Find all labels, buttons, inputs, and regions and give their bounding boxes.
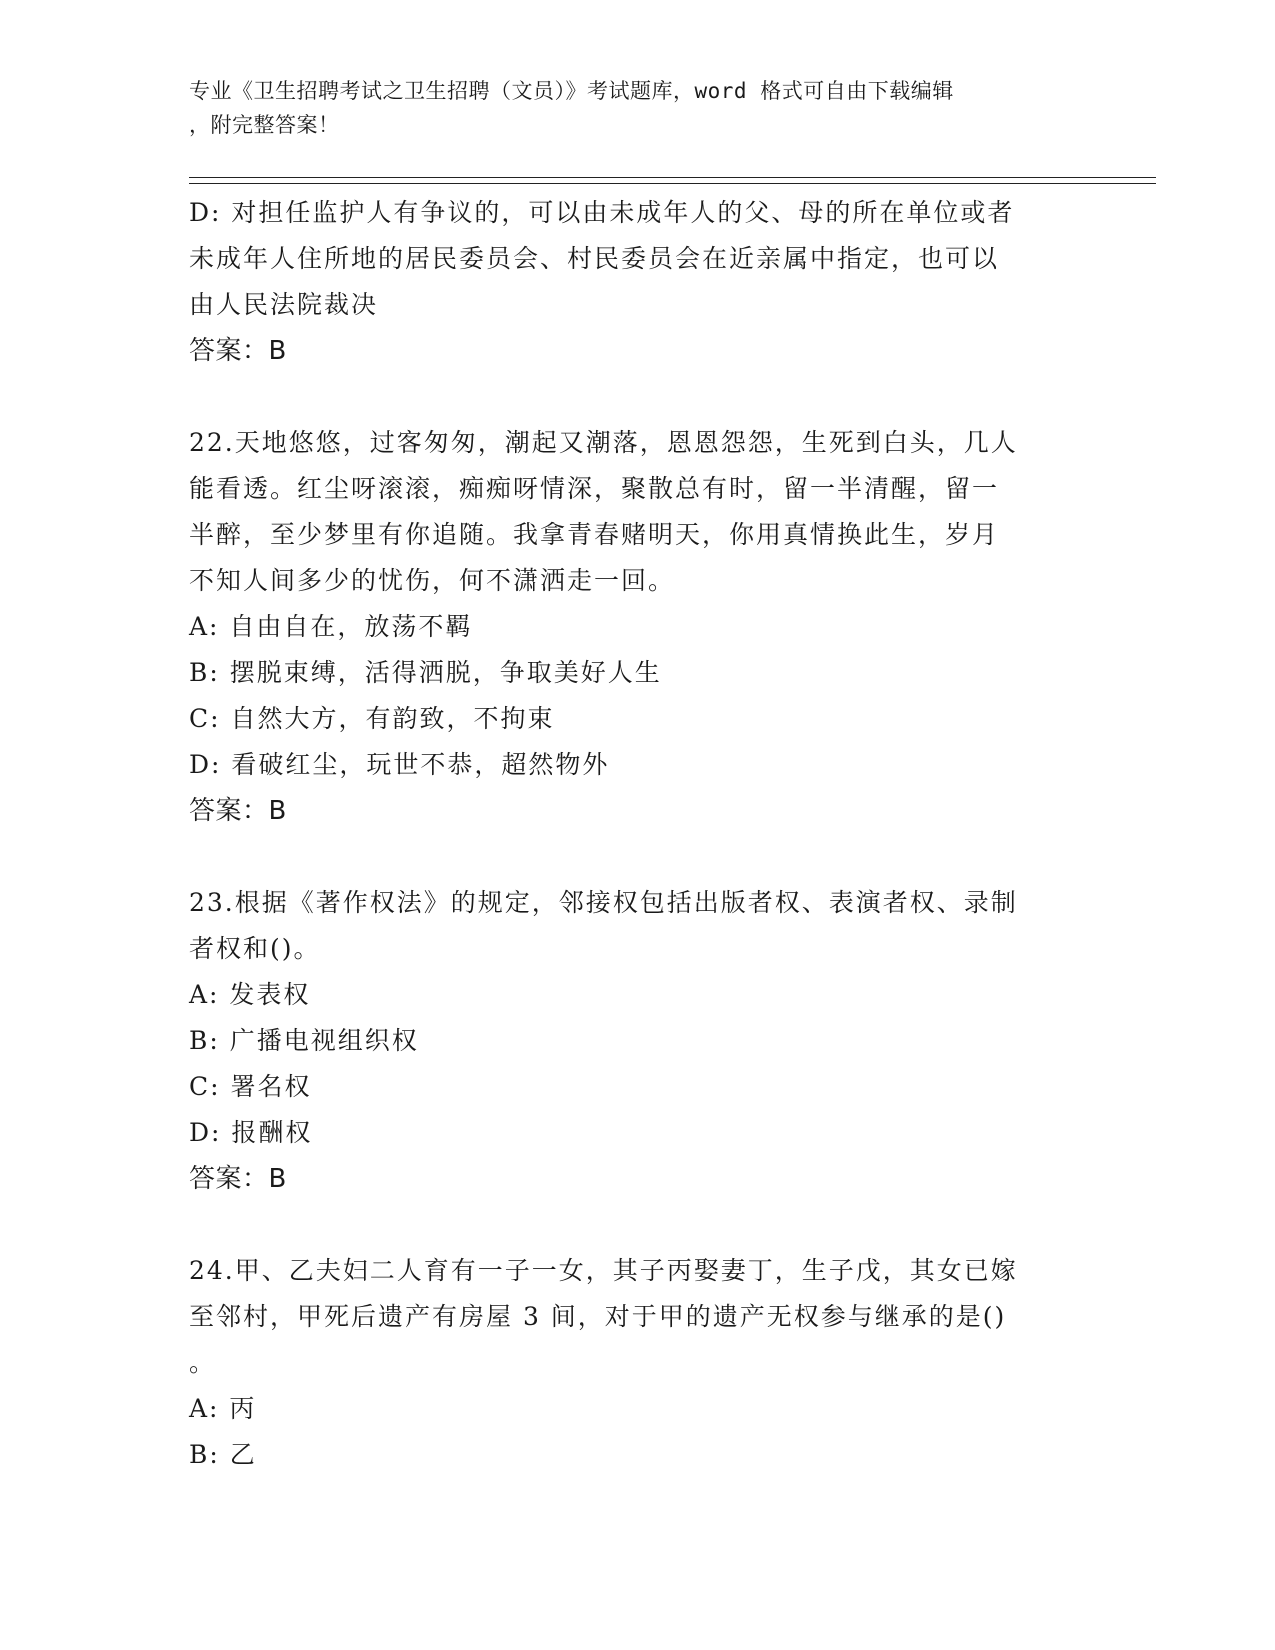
question-content — [189, 190, 1089, 1478]
question-24-stem-line-1: 24.甲、乙夫妇二人育有一子一女，其子丙娶妻丁，生子戊，其女已嫁 — [189, 1256, 1018, 1285]
question-22-option-a: A: 自由自在，放荡不羁 — [189, 612, 473, 641]
question-24-stem-line-3: 。 — [189, 1348, 217, 1377]
option-d-line-3: 由人民法院裁决 — [189, 290, 379, 319]
question-22-stem-line-3: 半醉，至少梦里有你追随。我拿青春赌明天，你用真情换此生，岁月 — [189, 520, 1000, 549]
question-24-option-a: A: 丙 — [189, 1394, 257, 1423]
answer-23: 答案：B — [189, 1164, 287, 1194]
question-23-stem-line-2: 者权和()。 — [189, 934, 321, 963]
question-24 — [189, 1248, 1089, 1478]
question-23-stem-line-1: 23.根据《著作权法》的规定，邻接权包括出版者权、表演者权、录制 — [189, 888, 1018, 917]
question-23 — [189, 880, 1089, 1202]
header-divider-bottom — [189, 183, 1156, 184]
header-line-2: ，附完整答案！ — [189, 113, 340, 137]
option-d-line-1: D: 对担任监护人有争议的，可以由未成年人的父、母的所在单位或者 — [189, 198, 1015, 227]
answer-22: 答案：B — [189, 796, 287, 826]
question-23-option-a: A: 发表权 — [189, 980, 311, 1009]
question-22-option-b: B: 摆脱束缚，活得洒脱，争取美好人生 — [189, 658, 662, 687]
header-line-1: 专业《卫生招聘考试之卫生招聘（文员）》考试题库，word 格式可自由下载编辑 — [189, 79, 954, 103]
question-21-tail — [189, 190, 1089, 374]
question-23-option-c: C: 署名权 — [189, 1072, 312, 1101]
question-24-option-b: B: 乙 — [189, 1440, 257, 1469]
header-divider-top — [189, 177, 1156, 178]
question-22-stem-line-2: 能看透。红尘呀滚滚，痴痴呀情深，聚散总有时，留一半清醒，留一 — [189, 474, 1000, 503]
question-23-option-d: D: 报酬权 — [189, 1118, 313, 1147]
question-22-stem-line-1: 22.天地悠悠，过客匆匆，潮起又潮落，恩恩怨怨，生死到白头，几人 — [189, 428, 1018, 457]
question-22-option-c: C: 自然大方，有韵致，不拘束 — [189, 704, 555, 733]
answer-21: 答案：B — [189, 336, 287, 366]
question-22 — [189, 420, 1089, 834]
option-d-line-2: 未成年人住所地的居民委员会、村民委员会在近亲属中指定，也可以 — [189, 244, 1000, 273]
question-22-stem-line-4: 不知人间多少的忧伤，何不潇洒走一回。 — [189, 566, 676, 595]
question-24-stem-line-2: 至邻村，甲死后遗产有房屋 3 间，对于甲的遗产无权参与继承的是() — [189, 1302, 1007, 1331]
document-header — [189, 74, 1069, 142]
question-22-option-d: D: 看破红尘，玩世不恭，超然物外 — [189, 750, 610, 779]
question-23-option-b: B: 广播电视组织权 — [189, 1026, 419, 1055]
